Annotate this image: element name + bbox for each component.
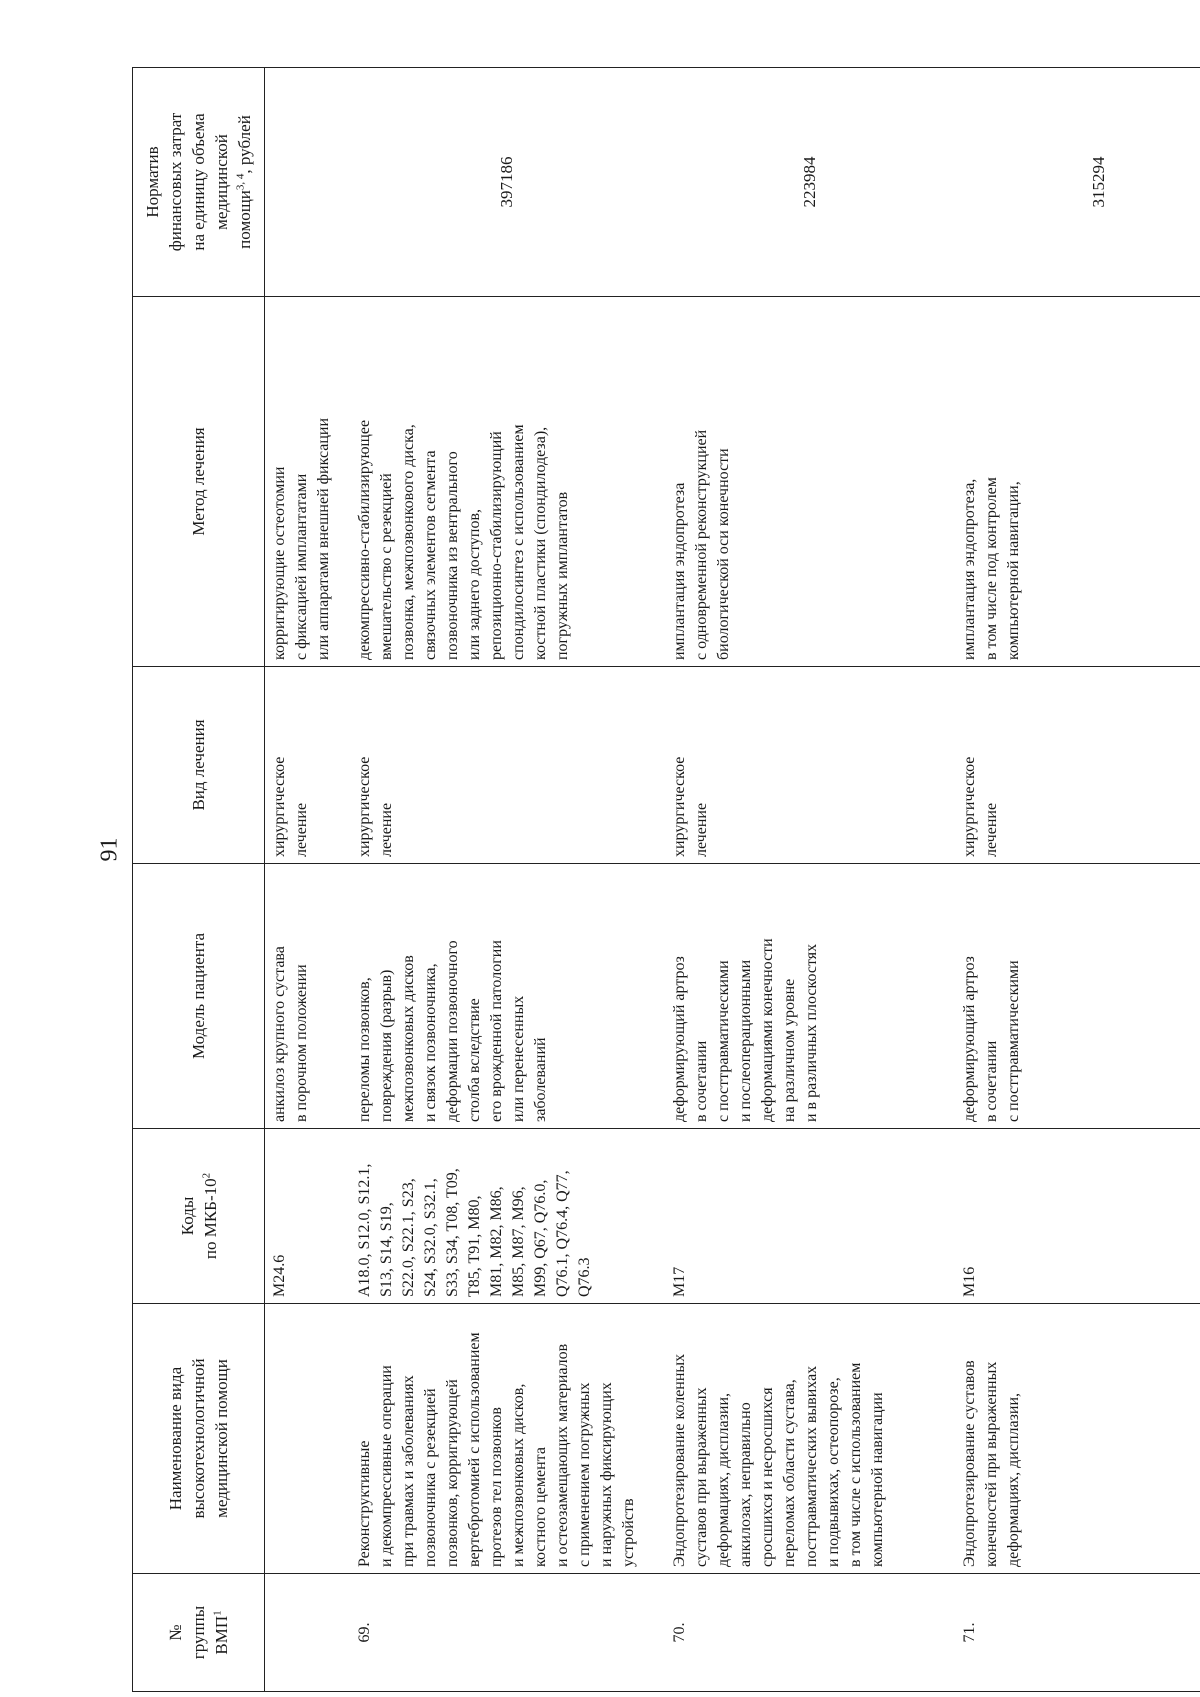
header-codes: Коды по МКБ-$10^2$	[133, 1129, 265, 1304]
header-cost: Норматив финансовых затрат на единицу объема медицинской помощи$^{3, 4}$, рублей	[133, 68, 265, 297]
group-number: 71.	[955, 1574, 1200, 1692]
treatment-type: хирургическое лечение	[350, 667, 665, 864]
treatment-method: корригирующие остеотомии с фиксацией имплантатами или аппаратами внешней фиксации	[265, 297, 350, 667]
care-name	[265, 1304, 350, 1574]
care-name: Эндопротезирование суставов конечностей при выраженных деформациях, дисплазии,	[955, 1304, 1200, 1574]
header-number: № группы ВМП$^1$	[133, 1574, 265, 1692]
header-name: Наименование вида высокотехнологичной медицинской помощи	[133, 1304, 265, 1574]
treatment-method: декомпрессивно-стабилизирующее вмешательство с резекцией позвонка, межпозвонкового диска, связочных элементов сегмента позвоночника из вентрального или заднего доступов, репозиционно-стабилизирующий спондилосинтез с использованием костной пластики (спондилодеза), погружных имплантатов	[350, 297, 665, 667]
patient-model: анкилоз крупного сустава в порочном положении	[265, 864, 350, 1129]
header-type: Вид лечения	[133, 667, 265, 864]
table-row	[265, 68, 350, 1692]
table-row	[665, 68, 955, 1692]
group-number: 70.	[665, 1574, 955, 1692]
icd-codes: M17	[665, 1129, 955, 1304]
rotated-table-container	[132, 68, 1200, 1692]
cost-norm: 223984	[665, 68, 955, 297]
icd-codes: A18.0, S12.0, S12.1, S13, S14, S19, S22.0, S22.1, S23, S24, S32.0, S32.1, S33, S34, T08, T09, T85, T91, M80, M81, M82, M86, M85, M87, M96, M99, Q67, Q76.0, Q76.1, Q76.4, Q77, Q76.3	[350, 1129, 665, 1304]
header-model: Модель пациента	[133, 864, 265, 1129]
table-row	[955, 68, 1200, 1692]
patient-model: деформирующий артроз в сочетании с посттравматическими	[955, 864, 1200, 1129]
vmp-table	[132, 67, 1200, 1692]
header-method: Метод лечения	[133, 297, 265, 667]
cost-norm	[265, 68, 350, 297]
treatment-type: хирургическое лечение	[265, 667, 350, 864]
treatment-type: хирургическое лечение	[665, 667, 955, 864]
icd-codes: M16	[955, 1129, 1200, 1304]
cost-norm: 397186	[350, 68, 665, 297]
icd-codes: M24.6	[265, 1129, 350, 1304]
patient-model: деформирующий артроз в сочетании с посттравматическими и послеоперационными деформациями конечности на различном уровне и в различных плоскостях	[665, 864, 955, 1129]
header-row	[133, 68, 265, 1692]
group-number	[265, 1574, 350, 1692]
treatment-method: имплантация эндопротеза, в том числе под контролем компьютерной навигации,	[955, 297, 1200, 667]
page-number: 91	[96, 837, 123, 862]
cost-norm: 315294	[955, 68, 1200, 297]
table-row	[350, 68, 665, 1692]
care-name: Эндопротезирование коленных суставов при выраженных деформациях, дисплазии, анкилозах, неправильно сросшихся и несросшихся переломах области сустава, посттравматических вывихах и подвывихах, остеопорозе, в том числе с использованием компьютерной навигации	[665, 1304, 955, 1574]
treatment-type: хирургическое лечение	[955, 667, 1200, 864]
treatment-method: имплантация эндопротеза с одновременной реконструкцией биологической оси конечности	[665, 297, 955, 667]
group-number: 69.	[350, 1574, 665, 1692]
care-name: Реконструктивные и декомпрессивные операции при травмах и заболеваниях позвоночника с резекцией позвонков, корригирующей вертебротомией с использованием протезов тел позвонков и межпозвонковых дисков, костного цемента и остеозамещающих материалов с применением погружных и наружных фиксирующих устройств	[350, 1304, 665, 1574]
patient-model: переломы позвонков, повреждения (разрыв) межпозвонковых дисков и связок позвоночника, деформации позвоночного столба вследствие его врожденной патологии или перенесенных заболеваний	[350, 864, 665, 1129]
